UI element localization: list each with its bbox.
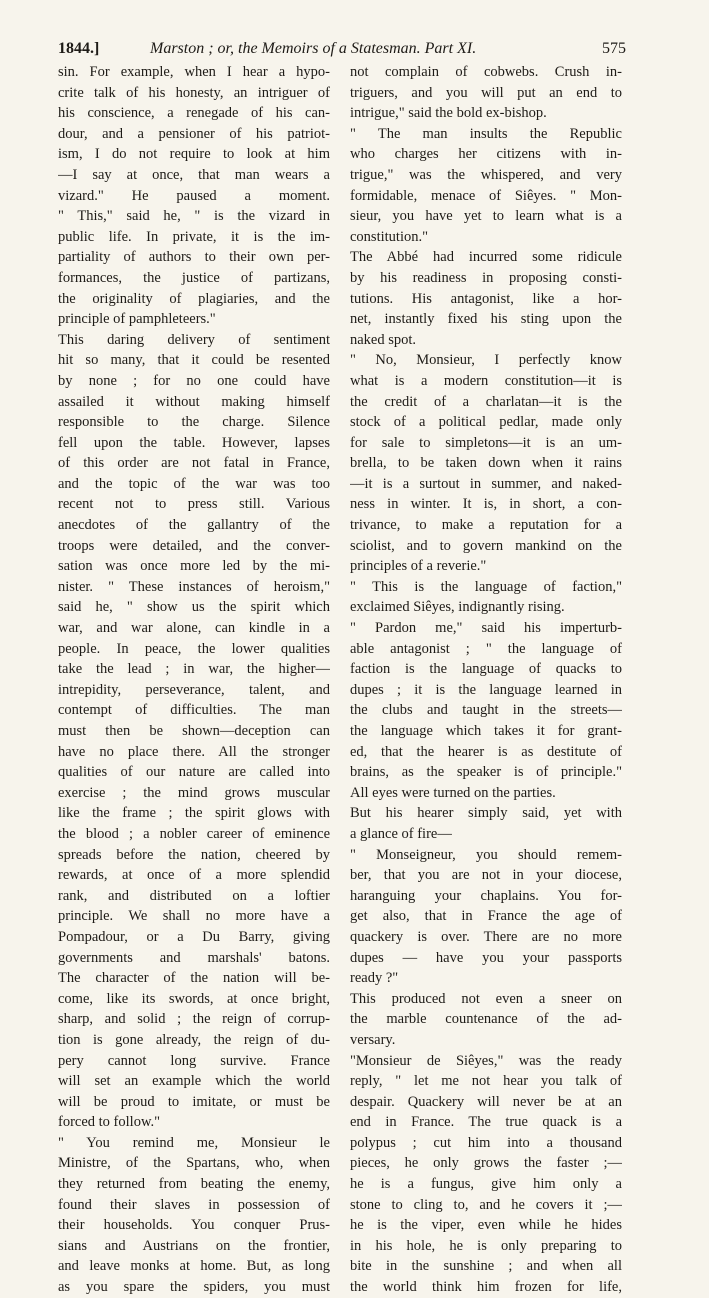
text-line: and the topic of the war was too: [58, 475, 330, 492]
text-line: crite talk of his honesty, an intriguer of: [58, 84, 330, 101]
text-line: anecdotes of the gallantry of the: [58, 517, 330, 534]
text-line: The Abbé had incurred some ridicule: [350, 249, 622, 266]
text-line: who charges her citizens with in-: [350, 146, 622, 163]
text-line: by his readiness in proposing consti-: [350, 269, 622, 286]
text-line: exercise ; the mind grows muscular: [58, 784, 330, 801]
text-line: the language which takes it for grant-: [350, 723, 622, 739]
text-line: not complain of cobwebs. Crush in-: [350, 64, 622, 80]
text-line: bite in the sunshine ; and when all: [350, 1258, 622, 1275]
text-line: haranguing your chaplains. You for-: [350, 887, 622, 904]
page-number: 575: [602, 40, 626, 57]
text-line: exclaimed Siêyes, indignantly rising.: [350, 599, 565, 616]
text-line: stock of a political pedlar, made only: [350, 414, 622, 431]
text-line: Pompadour, or a Du Barry, giving: [58, 928, 330, 945]
text-line: get also, that in France the age of: [350, 908, 622, 925]
text-line: principle of pamphleteers.": [58, 311, 216, 328]
text-line: quackery is over. There are no more: [350, 928, 622, 945]
text-line: " Monseigneur, you should remem-: [350, 846, 622, 863]
text-line: the marble countenance of the ad-: [350, 1011, 622, 1028]
text-line: war, and war alone, can kindle in a: [58, 620, 330, 637]
text-line: nister. " These instances of heroism,": [58, 578, 330, 595]
text-line: ed, that the hearer is as destitute of: [350, 743, 622, 760]
text-line: take the lead ; in war, the higher—: [58, 661, 330, 678]
text-line: said he, " show us the spirit which: [58, 599, 330, 616]
text-line: " The man insults the Republic: [350, 125, 622, 142]
text-line: naked spot.: [350, 331, 417, 348]
text-line: he is the viper, even while he hides: [350, 1217, 622, 1234]
text-line: principle. We shall no more have a: [58, 908, 330, 925]
text-line: dupes ; it is the language learned in: [350, 681, 622, 698]
text-line: found their slaves in possession of: [58, 1196, 330, 1213]
text-line: pieces, he only grows the faster ;—: [350, 1155, 622, 1172]
text-line: public life. In private, it is the im-: [58, 228, 330, 245]
text-line: ber, that you are not in your diocese,: [350, 867, 622, 884]
text-line: will set an example which the world: [58, 1073, 330, 1090]
text-line: trivance, to make a reputation for a: [350, 517, 622, 534]
text-line: triguers, and you will put an end to: [350, 84, 622, 101]
text-line: partiality of authors to their own per-: [58, 249, 330, 266]
text-line: he is a fungus, give him only a: [350, 1176, 622, 1193]
text-line: polypus ; cut him into a thousand: [350, 1134, 622, 1151]
text-line: able antagonist ; " the language of: [350, 640, 622, 657]
text-line: sians and Austrians on the frontier,: [58, 1237, 330, 1254]
text-line: reply, " let me not hear you talk of: [350, 1073, 622, 1090]
text-line: " This," said he, " is the vizard in: [58, 208, 330, 225]
text-line: a glance of fire—: [350, 825, 452, 842]
text-line: —I say at once, that man wears a: [58, 166, 330, 183]
text-line: the world think him frozen for life,: [350, 1279, 622, 1296]
text-line: net, instantly fixed his sting upon the: [350, 311, 622, 328]
text-line: forced to follow.": [58, 1114, 161, 1131]
text-line: assailed it without making himself: [58, 393, 330, 410]
text-line: constitution.": [350, 228, 429, 245]
text-line: sciolist, and to govern mankind on the: [350, 537, 622, 554]
text-line: —it is a surtout in summer, and naked-: [350, 475, 622, 492]
text-line: fell upon the table. However, lapses: [58, 434, 330, 451]
text-line: But his hearer simply said, yet with: [350, 805, 622, 822]
text-line: sieur, you have yet to learn what is a: [350, 208, 622, 225]
text-line: hit so many, that it could be resented: [58, 352, 330, 369]
text-line: qualities of our nature are called into: [58, 764, 330, 781]
text-line: principles of a reverie.": [350, 558, 487, 575]
text-line: troops were detailed, and the conver-: [58, 537, 330, 554]
left-text-column: [58, 62, 330, 1298]
text-line: the credit of a charlatan—it is the: [350, 393, 622, 410]
text-line: contempt of difficulties. The man: [58, 702, 330, 719]
text-line: people. In peace, the lower qualities: [58, 640, 330, 657]
text-line: their households. You conquer Prus-: [58, 1217, 330, 1234]
text-line: end in France. The true quack is a: [350, 1114, 622, 1131]
text-line: brella, to be taken down when it rains: [350, 455, 622, 472]
text-line: Ministre, of the Spartans, who, when: [58, 1155, 330, 1172]
text-line: ready ?": [350, 970, 399, 987]
text-line: in his hole, he is only preparing to: [350, 1237, 622, 1254]
text-line: the originality of plagiaries, and the: [58, 290, 330, 307]
text-line: they returned from beating the enemy,: [58, 1176, 330, 1193]
text-line: vizard." He paused a moment.: [58, 187, 330, 204]
text-line: faction is the language of quacks to: [350, 661, 622, 678]
text-line: like the frame ; the spirit glows with: [58, 805, 330, 822]
text-line: responsible to the charge. Silence: [58, 414, 330, 431]
running-header: [58, 40, 626, 64]
text-line: governments and marshals' batons.: [58, 949, 330, 966]
text-line: intrepidity, perseverance, talent, and: [58, 681, 330, 698]
text-line: as you spare the spiders, you must: [58, 1279, 330, 1296]
text-line: spreads before the nation, cheered by: [58, 846, 330, 863]
text-line: All eyes were turned on the parties.: [350, 784, 556, 801]
text-line: This produced not even a sneer on: [350, 990, 622, 1007]
text-line: The character of the nation will be-: [58, 970, 330, 987]
text-line: brains, as the speaker is of principle.": [350, 764, 622, 781]
right-text-column: [350, 62, 622, 1298]
header-date: 1844.]: [58, 40, 100, 57]
text-line: tutions. His antagonist, like a hor-: [350, 290, 622, 307]
text-line: formances, the justice of partizans,: [58, 269, 330, 286]
text-line: sation was once more led by the mi-: [58, 558, 330, 575]
text-line: the blood ; a nobler career of eminence: [58, 825, 330, 842]
text-line: his conscience, a renegade of his can-: [58, 105, 330, 122]
text-line: " Pardon me," said his imperturb-: [350, 620, 622, 637]
text-line: trigue," was the whispered, and very: [350, 166, 622, 183]
text-line: come, like its swords, at once bright,: [58, 990, 330, 1007]
text-line: " No, Monsieur, I perfectly know: [350, 352, 622, 369]
text-line: "Monsieur de Siêyes," was the ready: [350, 1052, 622, 1069]
text-line: versary.: [350, 1031, 396, 1048]
text-line: the clubs and taught in the streets—: [350, 702, 622, 719]
text-line: intrigue," said the bold ex-bishop.: [350, 105, 547, 122]
text-line: stone to cling to, and he covers it ;—: [350, 1196, 622, 1213]
text-line: pery cannot long survive. France: [58, 1052, 330, 1069]
text-line: and leave monks at home. But, as long: [58, 1258, 330, 1275]
text-line: " You remind me, Monsieur le: [58, 1134, 330, 1151]
text-line: tion is gone already, the reign of du-: [58, 1031, 330, 1048]
text-line: This daring delivery of sentiment: [58, 331, 330, 348]
text-line: by none ; for no one could have: [58, 372, 330, 389]
text-line: formidable, menace of Siêyes. " Mon-: [350, 187, 622, 204]
text-line: for sale to simpletons—it is an um-: [350, 434, 622, 451]
text-line: sharp, and solid ; the reign of corrup-: [58, 1011, 330, 1028]
text-line: rewards, at once of a more splendid: [58, 867, 330, 884]
running-title: Marston ; or, the Memoirs of a Statesman. Part XI.: [150, 40, 477, 57]
text-line: will be proud to imitate, or must be: [58, 1093, 330, 1110]
text-line: what is a modern constitution—it is: [350, 372, 622, 389]
text-line: ism, I do not require to look at him: [58, 146, 330, 163]
text-line: of this order are not fatal in France,: [58, 455, 330, 472]
text-line: dupes — have you your passports: [350, 949, 622, 966]
text-line: despair. Quackery will never be at an: [350, 1093, 622, 1110]
text-line: dour, and a pensioner of his patriot-: [58, 125, 330, 142]
text-line: ness in winter. It is, in short, a con-: [350, 496, 622, 513]
text-line: " This is the language of faction,": [350, 578, 622, 595]
text-line: have no place there. All the stronger: [58, 743, 330, 760]
text-line: must then be shown—deception can: [58, 723, 330, 739]
text-line: rank, and distributed on a loftier: [58, 887, 330, 904]
text-line: recent not to press still. Various: [58, 496, 330, 513]
text-line: sin. For example, when I hear a hypo-: [58, 64, 330, 80]
